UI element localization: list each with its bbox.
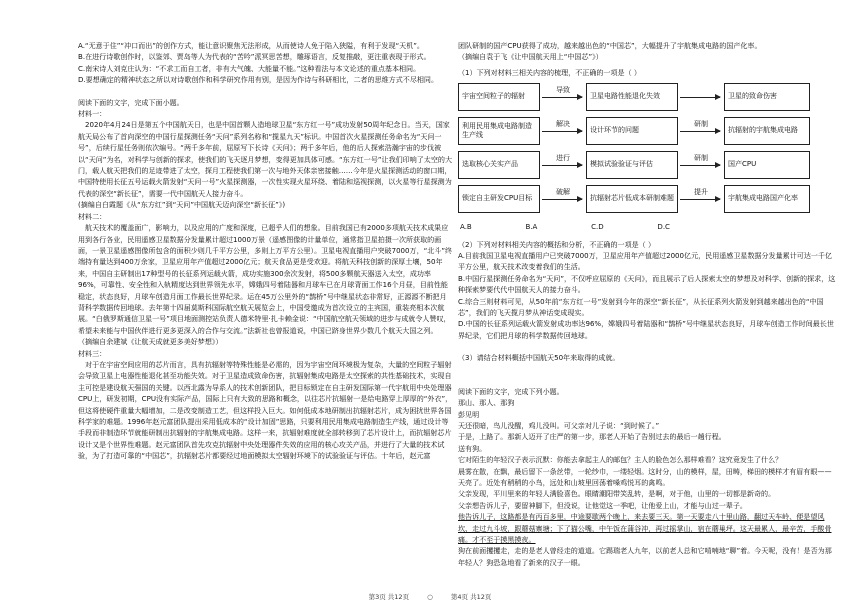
choice-d[interactable]: D.C <box>657 222 670 232</box>
option-b: B.在进行诗歌创作时，以鉴郊、贾岛等人为代表的“苦吟”派冥思苦想，雕琢语言，反复推敲，更注重表现于形式。 <box>78 52 431 62</box>
story-para-2: 于是，上路了。那新人迈开了庄严的第一步，那老人开始了告别过去的最后一趟行程。 <box>458 432 726 442</box>
diagram-arrow-label: 导致 <box>556 86 570 95</box>
diagram-box-middle: 抗辐射芯片低成本研制难题 <box>586 185 678 213</box>
diagram-arrow-label: 研制 <box>694 120 708 129</box>
story-para-9: 狗在前面攫攫走，走的是老人曾经走的道道。它踢瑞老人九年，以前老人总和它啃喃地“聊”着。今天呢，没有！是否为那年轻人？狗恐急地看了新来的汉子一眼。 <box>458 546 832 567</box>
story-author: 彭见明 <box>458 409 480 419</box>
diagram-box-source: 宇宙空间粒子的辐射 <box>458 83 540 111</box>
option-a: A.“无意于住”“冲口而出”的创作方式，能让意识聚焦无法形成，从而使诗人免于陷入狭隘，有利于发现“天机”。 <box>78 41 424 50</box>
question-1-choices <box>460 221 670 232</box>
diagram-box-source: 利用民用集成电路制造生产线 <box>458 117 540 145</box>
page-number-right: 第4页 共12页 <box>450 593 492 601</box>
material2-text: 航天技术的覆盖面广，影响力，以及应用的广度和深度，已超乎人们的想象。目前我国已有2000多项航天技术成果应用到各行各业，民用遥感卫星数据分发量累计超过1000万景（遥感图像的计量单位，通常指卫星拍摄一次所获取的画面，一景卫星遥感图像所包含的面积少则几千平方公里，多则上万平方公里）。卫星电视直播用户突破7000万，“北斗”终端持有量达到400万余家，卫星应用年产值超过2000亿元；航天食品更是受欢迎。将航天科技创新的深厚土壤，50年来，中国自主研制出17种型号的长征系列运载火箭，成功实施300余次发射，将500多颗航天器送入太空，成功率96%，可靠性、安全性和入轨精度达到世界领先水平，嫦娥四号着陆器和月球车已在月球背面工作16个月昼，目前性能稳定，状态良好，月球车创造月面工作最长世界纪录。运在45万公里外的“鹊桥”号中继星状态非常好，正源源不断把月背科学数据传回地球。去年第十四届莫斯科国际航空航天展览会上，中国受邀成为首次设立的主宾国，重装亮相本次航展。“白俄罗斯通信卫星一号”项目地面测控站负责人德米特里·扎卡赖金说：“中国航空航天领域的进步与成就令人赞叹，希望未来能与中国伙伴进行更多更深入的合作与交流。”法新社也曾报道说，中国已跻身世界少数几个航天大国之列。 <box>78 223 453 335</box>
diagram-box-result: 宇航集成电路国产化率 <box>724 185 810 213</box>
material3-title: 材料三： <box>78 348 107 358</box>
diagram-box-middle: 卫星电路性能退化失效 <box>586 83 678 111</box>
diagram-arrow <box>680 131 720 132</box>
material3-continued: 团队研制的国产CPU获得了成功，越来越出色的“中国芯”，大幅提升了宇航集成电路的国产化率。 <box>458 41 762 50</box>
diagram-box-source: 选取核心关实产品 <box>458 151 540 179</box>
diagram-arrow <box>542 165 582 166</box>
right-page <box>458 40 836 588</box>
material2-source: （摘编自余建斌《让航天成就更多美好梦想》） <box>78 337 223 347</box>
material3-source: （摘编自袁于飞《让中国航天用上“中国芯”》） <box>458 52 603 62</box>
story-para-1: 天还很暗，鸟儿没醒，鸡儿没叫。可父亲对儿子说：“到时候了。” <box>458 420 660 430</box>
question-1: （1）下列对材料三相关内容的梳理，不正确的一项是（ ） <box>458 67 641 77</box>
material1-source: (摘编自白霞题《从“东方红”到“天问”中国航天迈向深空“新长征”》) <box>78 200 286 210</box>
diagram-box-result: 卫星的致命伤害 <box>724 83 810 111</box>
material1-title: 材料一： <box>78 109 107 119</box>
q2-option-c: C.综合三则材料可见，从50年前“东方红一号”发射到今年的深空“新长征”，从长征系列火箭发射到越来越出色的“中国芯”，我们的飞天揽月梦从神话变成现实。 <box>458 296 824 318</box>
diagram-arrow-label: 破解 <box>556 188 570 197</box>
story-para-5: 晨雾在散，在飘，最后留下一条丝带，一轮纱巾，一缕轻烟。这时分，山的模样，屋，田畴，梯田的模样才有眉有眼——天亮了。近处有稍稍的小鸟，远处和山坡里回荡着嗓鸡悦耳的禽鸣。 <box>458 466 832 487</box>
diagram-arrow-label: 提升 <box>694 188 708 197</box>
flow-diagram <box>458 83 836 219</box>
reading2-intro: 阅读下面的文字，完成下列小题。 <box>458 386 564 396</box>
story-para-4: 它对陌生的年轻汉子表示沉默：你能去拿起主人的邮包？主人的脸色怎么那样难看？这究竟发生了什么？ <box>458 455 783 465</box>
diagram-arrow-label: 解决 <box>556 120 570 129</box>
q2-option-d: D.中国的长征系列运载火箭发射成功率达96%，嫦娥四号着陆器和“鹊桥”号中继星状态良好，月球车创造工作时间最长世界纪录，它们把月球的科学数据传回地球。 <box>458 319 834 340</box>
reading-intro: 阅读下面的文字，完成下面小题。 <box>78 97 184 107</box>
page-footer <box>0 592 860 601</box>
choice-c[interactable]: C.D <box>591 222 604 232</box>
choice-a[interactable]: A.B <box>460 222 472 232</box>
diagram-arrow-label: 进行 <box>556 154 570 163</box>
diagram-box-source: 锁定自主研发CPU目标 <box>458 185 540 213</box>
q2-option-b: B.中国行星探测任务命名为“天问”，不仅呼应屈原的《天问》，而且展示了后人探索太空的梦想及对科学、创新的探求，这种探索梦要代代中国航天人的接力奋斗。 <box>458 273 836 295</box>
q2-option-a: A.目前我国卫星电视直播用户已突破7000万，卫星应用年产值超过2000亿元，民用遥感卫星数据分发量累计可达一千亿平方公里，航天技术改变着我们的生活。 <box>458 251 833 272</box>
page-number-left: 第3页 共12页 <box>368 593 410 601</box>
story-title: 那山、那人、那狗 <box>458 398 515 408</box>
diagram-arrow <box>680 97 720 98</box>
page-divider-icon: ○ <box>427 593 433 601</box>
option-c: C.南宋诗人刘克庄认为：“不求工而自工者，非有大气魄、大能量不能。”这种看法与本文论述的重点基本相同。 <box>78 63 421 73</box>
story-para-6: 父亲发现，平川里来的年轻人满脸喜色。眼睛潮阳带笑乱转，是啊，对于他，山里的一切都是新奇的。 <box>458 489 776 499</box>
diagram-arrow <box>542 199 582 200</box>
diagram-arrow <box>680 199 720 200</box>
question-2: （2）下列对材料相关内容的概括和分析，不正确的一项是（ ） <box>458 239 655 249</box>
material1-text: 2020年4月24日是第五个中国航天日，也是中国首颗人造地球卫星“东方红一号”成功发射50周年纪念日。当天，国家航天局公布了首向深空的中国行星探测任务“天问”系列名称和“揽星九天”标识。中国首次火星探测任务命名为“天问一号”，后续行星任务则依次编号。“两千多年前，屈原写下长诗《天问》；两千多年后，他的后人探索浩瀚宇宙的步伐被以“天问”为名，对科学与创新的探求，使我们的飞天逐月梦想，变得更加具体可感。“东方红一号”让我们印响了太空的大门，载人航天把我们的足迹带进了太空，探月工程使我们第一次与地外天体亲密接触……今年是火星探测活动的窗口期，中国特使用长征五号运载火箭发射“天问一号”火星探测器，一次性实现火星环绕、着陆和巡视探测，以火星等行星探测为代表的深空“新长征”，需要一代中国航天人接力奋斗。 <box>78 120 452 198</box>
diagram-box-result: 国产CPU <box>724 151 810 179</box>
story-para-8: 他告诉儿子，这路都是有丙百多里，中途要歇两个晚上，来去要三天。第一天要走八十里山路，翻过天车岭、便是望风坎、走过九斗坡，跟蘑菇寨塘；下了猫公嘴，中午饭在蒲谷冲，再过摇掌山，宿在蘑巢坪。这天最累人，最辛苦，手酸骨痛。才不至于摸黑摸夜。 <box>458 512 832 544</box>
diagram-box-middle: 设计环节的问题 <box>586 117 678 145</box>
story-para-3: 送有狗。 <box>458 443 487 453</box>
diagram-arrow <box>542 131 582 132</box>
choice-b[interactable]: B.A <box>525 222 538 232</box>
diagram-arrow-label: 研制 <box>694 154 708 163</box>
question-3: （3）请结合材料概括中国航天50年来取得的成就。 <box>458 353 620 363</box>
diagram-box-result: 抗辐射的宇航集成电路 <box>724 117 810 145</box>
material2-title: 材料二： <box>78 211 107 221</box>
story-para-7: 父亲想告诉儿子，要留神脚下，但没说，让他觉这一季吧，让他爱上山，才能与山过一辈子。 <box>458 500 747 510</box>
diagram-box-middle: 模拟试验验证与评估 <box>586 151 678 179</box>
option-d: D.要想确定的精神状态之所以对诗歌创作和科学研究作用有别，是因为作诗与科研相比，二者的思维方式不尽相同。 <box>78 75 439 85</box>
diagram-arrow <box>542 97 582 98</box>
material3-text: 对于在宇宙空间应用的芯片而言，具有抗辐射等特殊性能是必需的，因为宇宙空间环境极为复杂，大量的空间粒子辐射会导致卫星上电器性能退化甚至功能失效。对于卫星造成致命伤害，抗辐射集成电路是太空探索的共性基础技术，实现自主可控是建设航天强国的关键。以西北露为导系人的技术创新团队，把目标锁定在自主研发国际第一代宇航用中央处理器CPU上，研发初期，CPU没有实际产品，国际上只有大致的思路和概念，以往芯片抗辐射一是给电路穿上厚厚的“外衣”，但这将使硬件重量大幅增加，二是改变制造工艺，但这样投入巨大。如何低成本地研制出抗辐射芯片，成为困扰世界各国科学家的难题。1996年赵元富团队提出采用低成本的“设计加固”思路，只要利用民用集成电路制造生产线，通过设计等手段而非制造环节就能研制出抗辐射的宇航集成电路。这样一来，抗辐射难度就全部转移到了芯片设计上，而抗辐射芯片设计又是个世界性难题。赵元富团队首先攻克抗辐射中央处理器件失效的应用的核心攻关产品，并进行了大量的技术试验，为了打造可靠的“中国芯”，抗辐射芯片都要经过地面模拟太空辐射环境下的试验验证与评估。十年后，赵元富 <box>78 359 453 461</box>
diagram-arrow <box>680 165 720 166</box>
left-page <box>78 40 453 588</box>
